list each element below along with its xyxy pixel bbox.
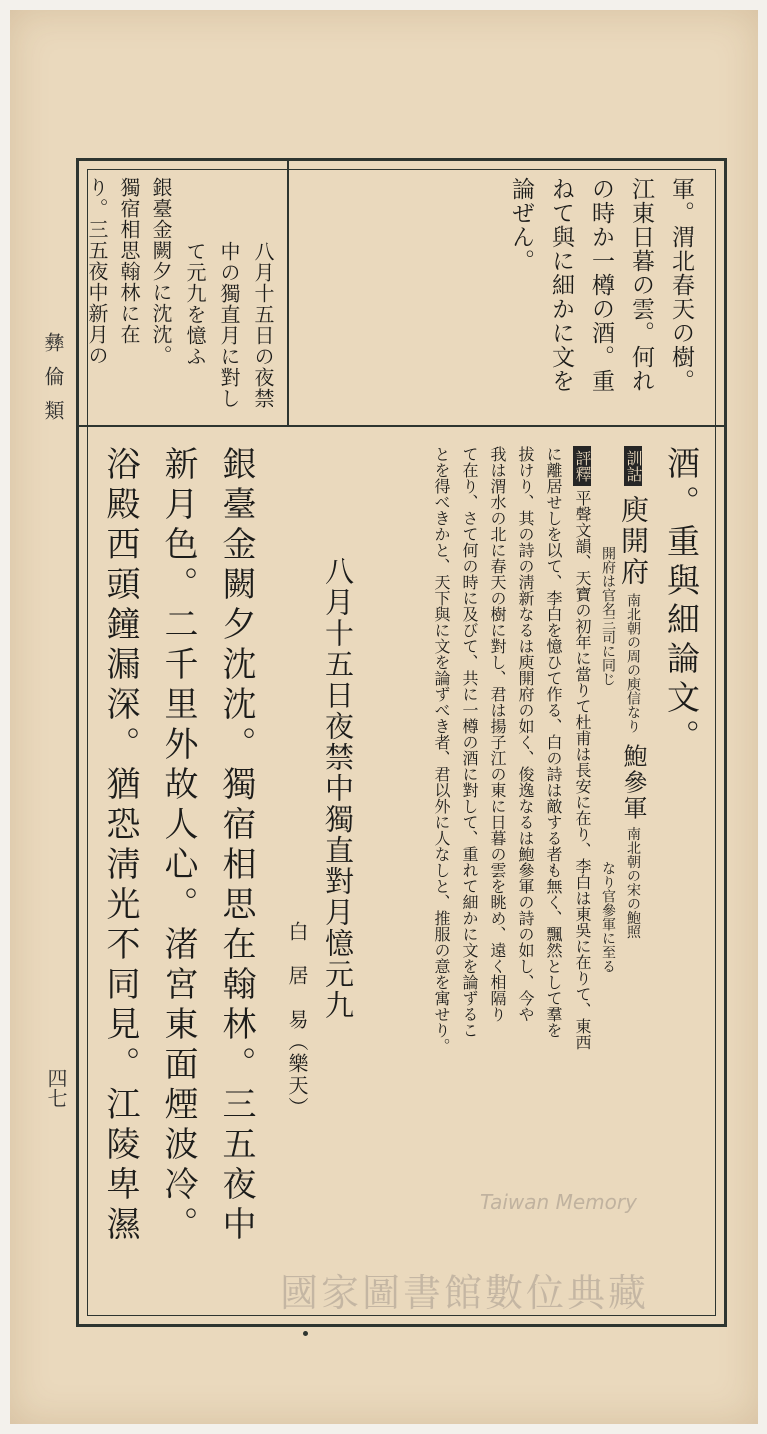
kun-column <box>617 446 650 939</box>
kun-text-2: 鮑參軍 <box>619 743 647 822</box>
top-right-col-1: 軍。渭北春天の樹。 <box>668 177 694 393</box>
vertical-divider <box>287 161 289 425</box>
hyo-col-1 <box>573 446 591 1050</box>
poem-line-2: 新月色。二千里外故人心。渚宮東面煙波冷。 <box>158 446 198 1246</box>
top-right-col-4: ねて與に細かに文を <box>548 177 574 393</box>
top-left-col-4: 銀臺金闕夕に沈沈。 <box>149 177 173 366</box>
page-number: 四七 <box>44 1068 68 1108</box>
top-left-col-3: て元九を憶ふ <box>183 241 207 367</box>
kun-note-2: 南北朝の宋の鮑照 <box>625 826 641 939</box>
hyo-col-5: て在り、さて何の時に及びて、共に一樽の酒に對して、重れて細かに文を論ずるこ <box>460 446 479 1038</box>
poem-title: 八月十五日夜禁中獨直對月憶元九 <box>321 556 355 1021</box>
library-watermark: 國家圖書館數位典藏 <box>280 1271 650 1315</box>
kun-text: 庾開府 <box>617 495 650 589</box>
kun-note-1b: 開府は官名三司に同じ <box>600 546 616 686</box>
text-frame <box>76 158 727 1327</box>
watermark-subtext: Taiwan Memory <box>480 1190 637 1214</box>
poem-author: 白 居 易（樂天） <box>285 921 309 1119</box>
top-right-col-5: 論ぜん。 <box>508 177 534 273</box>
poem-line-3: 浴殿西頭鐘漏深。猶恐淸光不同見。江陵卑濕 <box>100 446 140 1246</box>
kun-tag: 訓詁 <box>624 446 642 486</box>
hyo-tag: 評釋 <box>573 446 591 486</box>
top-left-col-1: 八月十五日の夜禁 <box>251 241 275 409</box>
poem-line-1: 銀臺金闕夕沈沈。獨宿相思在翰林。三五夜中 <box>216 446 256 1246</box>
margin-section-title: 彝倫類 <box>41 332 65 434</box>
hyo-col-6: とを得べきかと、天下與に文を論ずべき者、君以外に人なしと、推服の意を寓せり。 <box>432 446 451 1054</box>
hyo-text-1: 平聲文韻、天寶の初年に當りて杜甫は長安に在り、李白は東吳に在りて、東西 <box>573 490 592 1050</box>
hyo-col-2: に離居せしを以て、李白を憶ひて作る、白の詩は敵する者も無く、飄然として羣を <box>544 446 563 1038</box>
horizontal-divider <box>79 425 724 427</box>
hyo-col-4: 我は渭水の北に春天の樹に對し、君は揚子江の東に日暮の雲を眺め、遠く相隔り <box>488 446 507 1022</box>
kun-note-1: 南北朝の周の庾信なり <box>625 593 641 734</box>
top-left-col-6: り。三五夜中新月の <box>85 177 109 366</box>
hyo-col-3: 拔けり、其の詩の淸新なるは庾開府の如く、俊逸なるは鮑參軍の詩の如し、今や <box>516 446 535 1022</box>
main-first-line: 酒。重與細論文。 <box>662 446 701 758</box>
top-right-col-2: 江東日暮の雲。何れ <box>628 177 654 393</box>
top-left-col-5: 獨宿相思翰林に在 <box>117 177 141 345</box>
book-page <box>10 10 758 1424</box>
top-left-col-2: 中の獨直月に對し <box>217 241 241 409</box>
page-dot-mark <box>303 1331 308 1336</box>
top-right-col-3: の時か一樽の酒。重 <box>588 177 614 393</box>
kun-note-2b: なり官參軍に至る <box>600 861 616 973</box>
